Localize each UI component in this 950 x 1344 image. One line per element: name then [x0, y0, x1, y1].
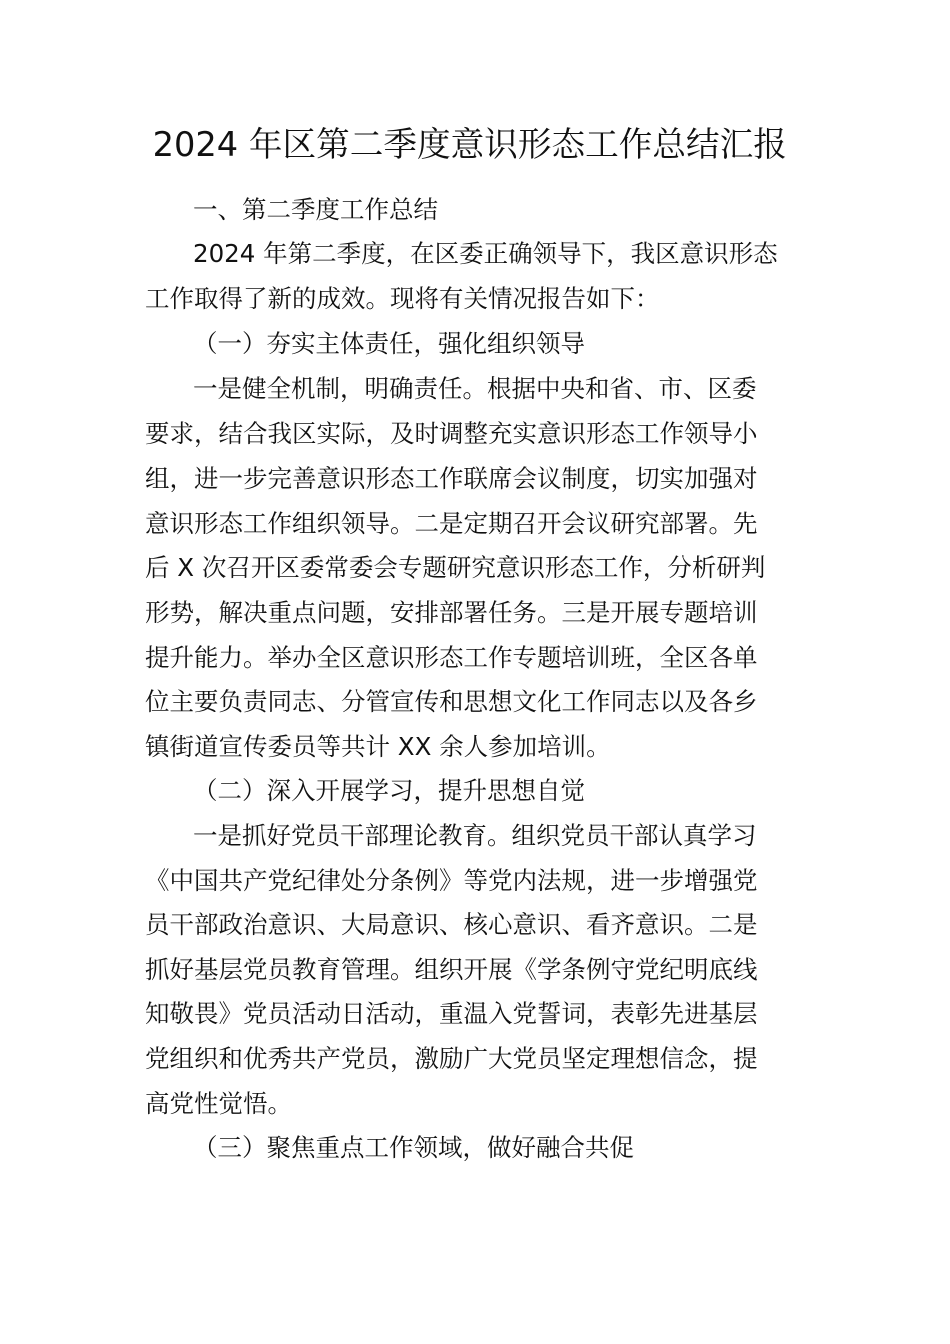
subsection-heading: （一）夯实主体责任，强化组织领导 — [193, 329, 585, 358]
paragraph-line: 一是健全机制，明确责任。根据中央和省、市、区委 — [193, 374, 757, 403]
paragraph-line: 形势，解决重点问题，安排部署任务。三是开展专题培训 — [145, 598, 758, 627]
subsection-heading: （三）聚焦重点工作领域，做好融合共促 — [193, 1133, 634, 1162]
paragraph-line: 工作取得了新的成效。现将有关情况报告如下： — [145, 284, 660, 313]
paragraph-line: 位主要负责同志、分管宣传和思想文化工作同志以及各乡 — [145, 687, 758, 716]
paragraph-line: 组，进一步完善意识形态工作联席会议制度，切实加强对 — [145, 464, 758, 493]
paragraph-line: 镇街道宣传委员等共计 XX 余人参加培训。 — [145, 732, 611, 761]
paragraph-line: 意识形态工作组织领导。二是定期召开会议研究部署。先 — [145, 509, 758, 538]
paragraph-line: 要求，结合我区实际，及时调整充实意识形态工作领导小 — [145, 419, 758, 448]
paragraph-line: 后 X 次召开区委常委会专题研究意识形态工作，分析研判 — [145, 553, 766, 582]
paragraph-line: 一是抓好党员干部理论教育。组织党员干部认真学习 — [193, 821, 757, 850]
paragraph-line: 员干部政治意识、大局意识、核心意识、看齐意识。二是 — [145, 910, 758, 939]
subsection-heading: （二）深入开展学习，提升思想自觉 — [193, 776, 585, 805]
paragraph-line: 抓好基层党员教育管理。组织开展《学条例守党纪明底线 — [145, 955, 758, 984]
paragraph-line: 高党性觉悟。 — [145, 1089, 292, 1118]
paragraph-line: 《中国共产党纪律处分条例》等党内法规，进一步增强党 — [145, 866, 758, 895]
paragraph-line: 党组织和优秀共产党员，激励广大党员坚定理想信念，提 — [145, 1044, 758, 1073]
paragraph-line: 提升能力。举办全区意识形态工作专题培训班，全区各单 — [145, 643, 758, 672]
paragraph-line: 知敬畏》党员活动日活动，重温入党誓词，表彰先进基层 — [145, 999, 758, 1028]
section-heading: 一、第二季度工作总结 — [193, 195, 438, 224]
paragraph-line: 2024 年第二季度，在区委正确领导下，我区意识形态 — [193, 239, 778, 268]
document-title: 2024 年区第二季度意识形态工作总结汇报 — [152, 125, 787, 165]
